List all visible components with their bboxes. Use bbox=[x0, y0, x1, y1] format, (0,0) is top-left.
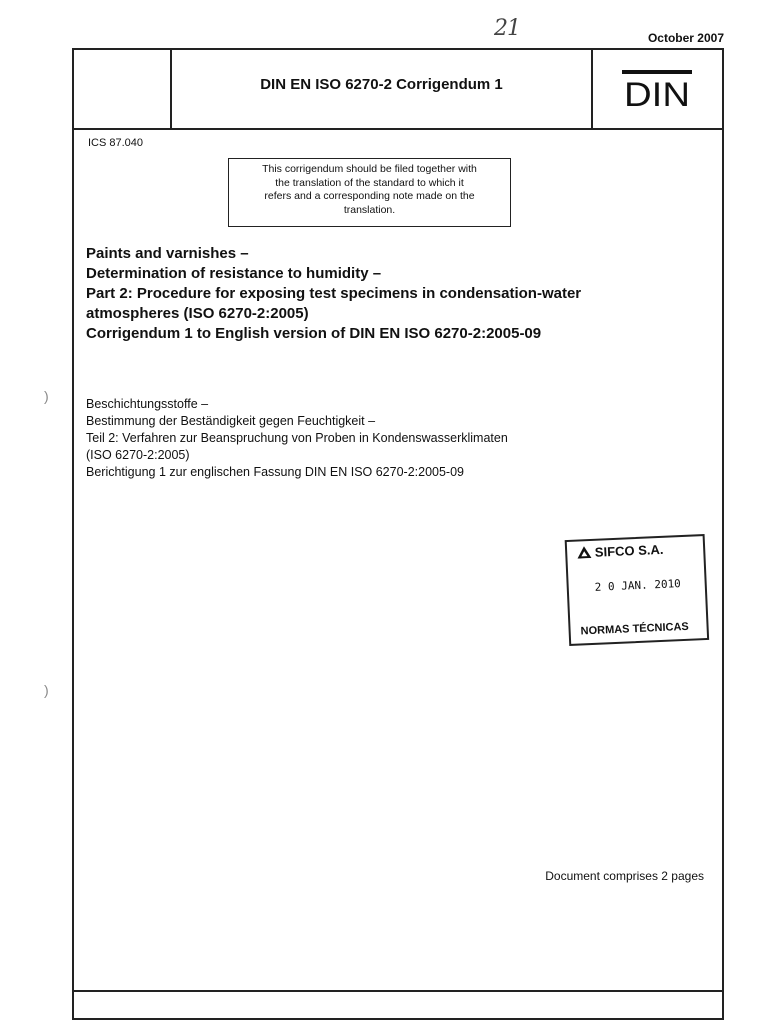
german-title-line: Beschichtungsstoffe – bbox=[86, 397, 209, 411]
corrigendum-note-box bbox=[228, 158, 511, 227]
stamp-date: 2 0 JAN. 2010 bbox=[594, 577, 682, 594]
note-line: refers and a corresponding note made on the bbox=[264, 190, 475, 202]
english-title-line: atmospheres (ISO 6270-2:2005) bbox=[86, 305, 309, 322]
binding-mark: ) bbox=[44, 388, 49, 404]
binding-mark: ) bbox=[44, 682, 49, 698]
publication-date: October 2007 bbox=[647, 31, 724, 45]
document-title: DIN EN ISO 6270-2 Corrigendum 1 bbox=[260, 76, 503, 93]
footer-rule bbox=[72, 990, 724, 992]
triangle-logo-icon bbox=[577, 546, 592, 559]
din-logo bbox=[622, 70, 692, 110]
german-title-line: Bestimmung der Beständigkeit gegen Feuchtigkeit – bbox=[86, 414, 376, 428]
english-title-line: Corrigendum 1 to English version of DIN EN ISO 6270-2:2005-09 bbox=[86, 325, 542, 342]
note-line: This corrigendum should be filed together with bbox=[262, 163, 477, 175]
handwritten-note: 21 bbox=[494, 16, 520, 41]
english-title-line: Part 2: Procedure for exposing test specimens in condensation-water bbox=[86, 285, 582, 302]
received-stamp bbox=[565, 534, 710, 650]
stamp-footer: NORMAS TÉCNICAS bbox=[580, 620, 689, 638]
ics-code: ICS 87.040 bbox=[88, 137, 144, 149]
header-divider-right bbox=[591, 48, 593, 130]
english-title bbox=[86, 244, 716, 344]
english-title-line: Determination of resistance to humidity – bbox=[86, 265, 382, 282]
english-title-line: Paints and varnishes – bbox=[86, 245, 249, 262]
german-title bbox=[86, 396, 716, 481]
din-logo-text: DIN bbox=[624, 76, 690, 110]
german-title-line: Berichtigung 1 zur englischen Fassung DIN EN ISO 6270-2:2005-09 bbox=[86, 465, 464, 479]
stamp-organization: SIFCO S.A. bbox=[594, 541, 664, 560]
german-title-line: (ISO 6270-2:2005) bbox=[86, 448, 190, 462]
german-title-line: Teil 2: Verfahren zur Beanspruchung von Proben in Kondenswasserklimaten bbox=[86, 431, 508, 445]
note-line: the translation of the standard to which it bbox=[275, 176, 464, 189]
note-line: translation. bbox=[343, 203, 396, 216]
page-count: Document comprises 2 pages bbox=[545, 869, 704, 883]
